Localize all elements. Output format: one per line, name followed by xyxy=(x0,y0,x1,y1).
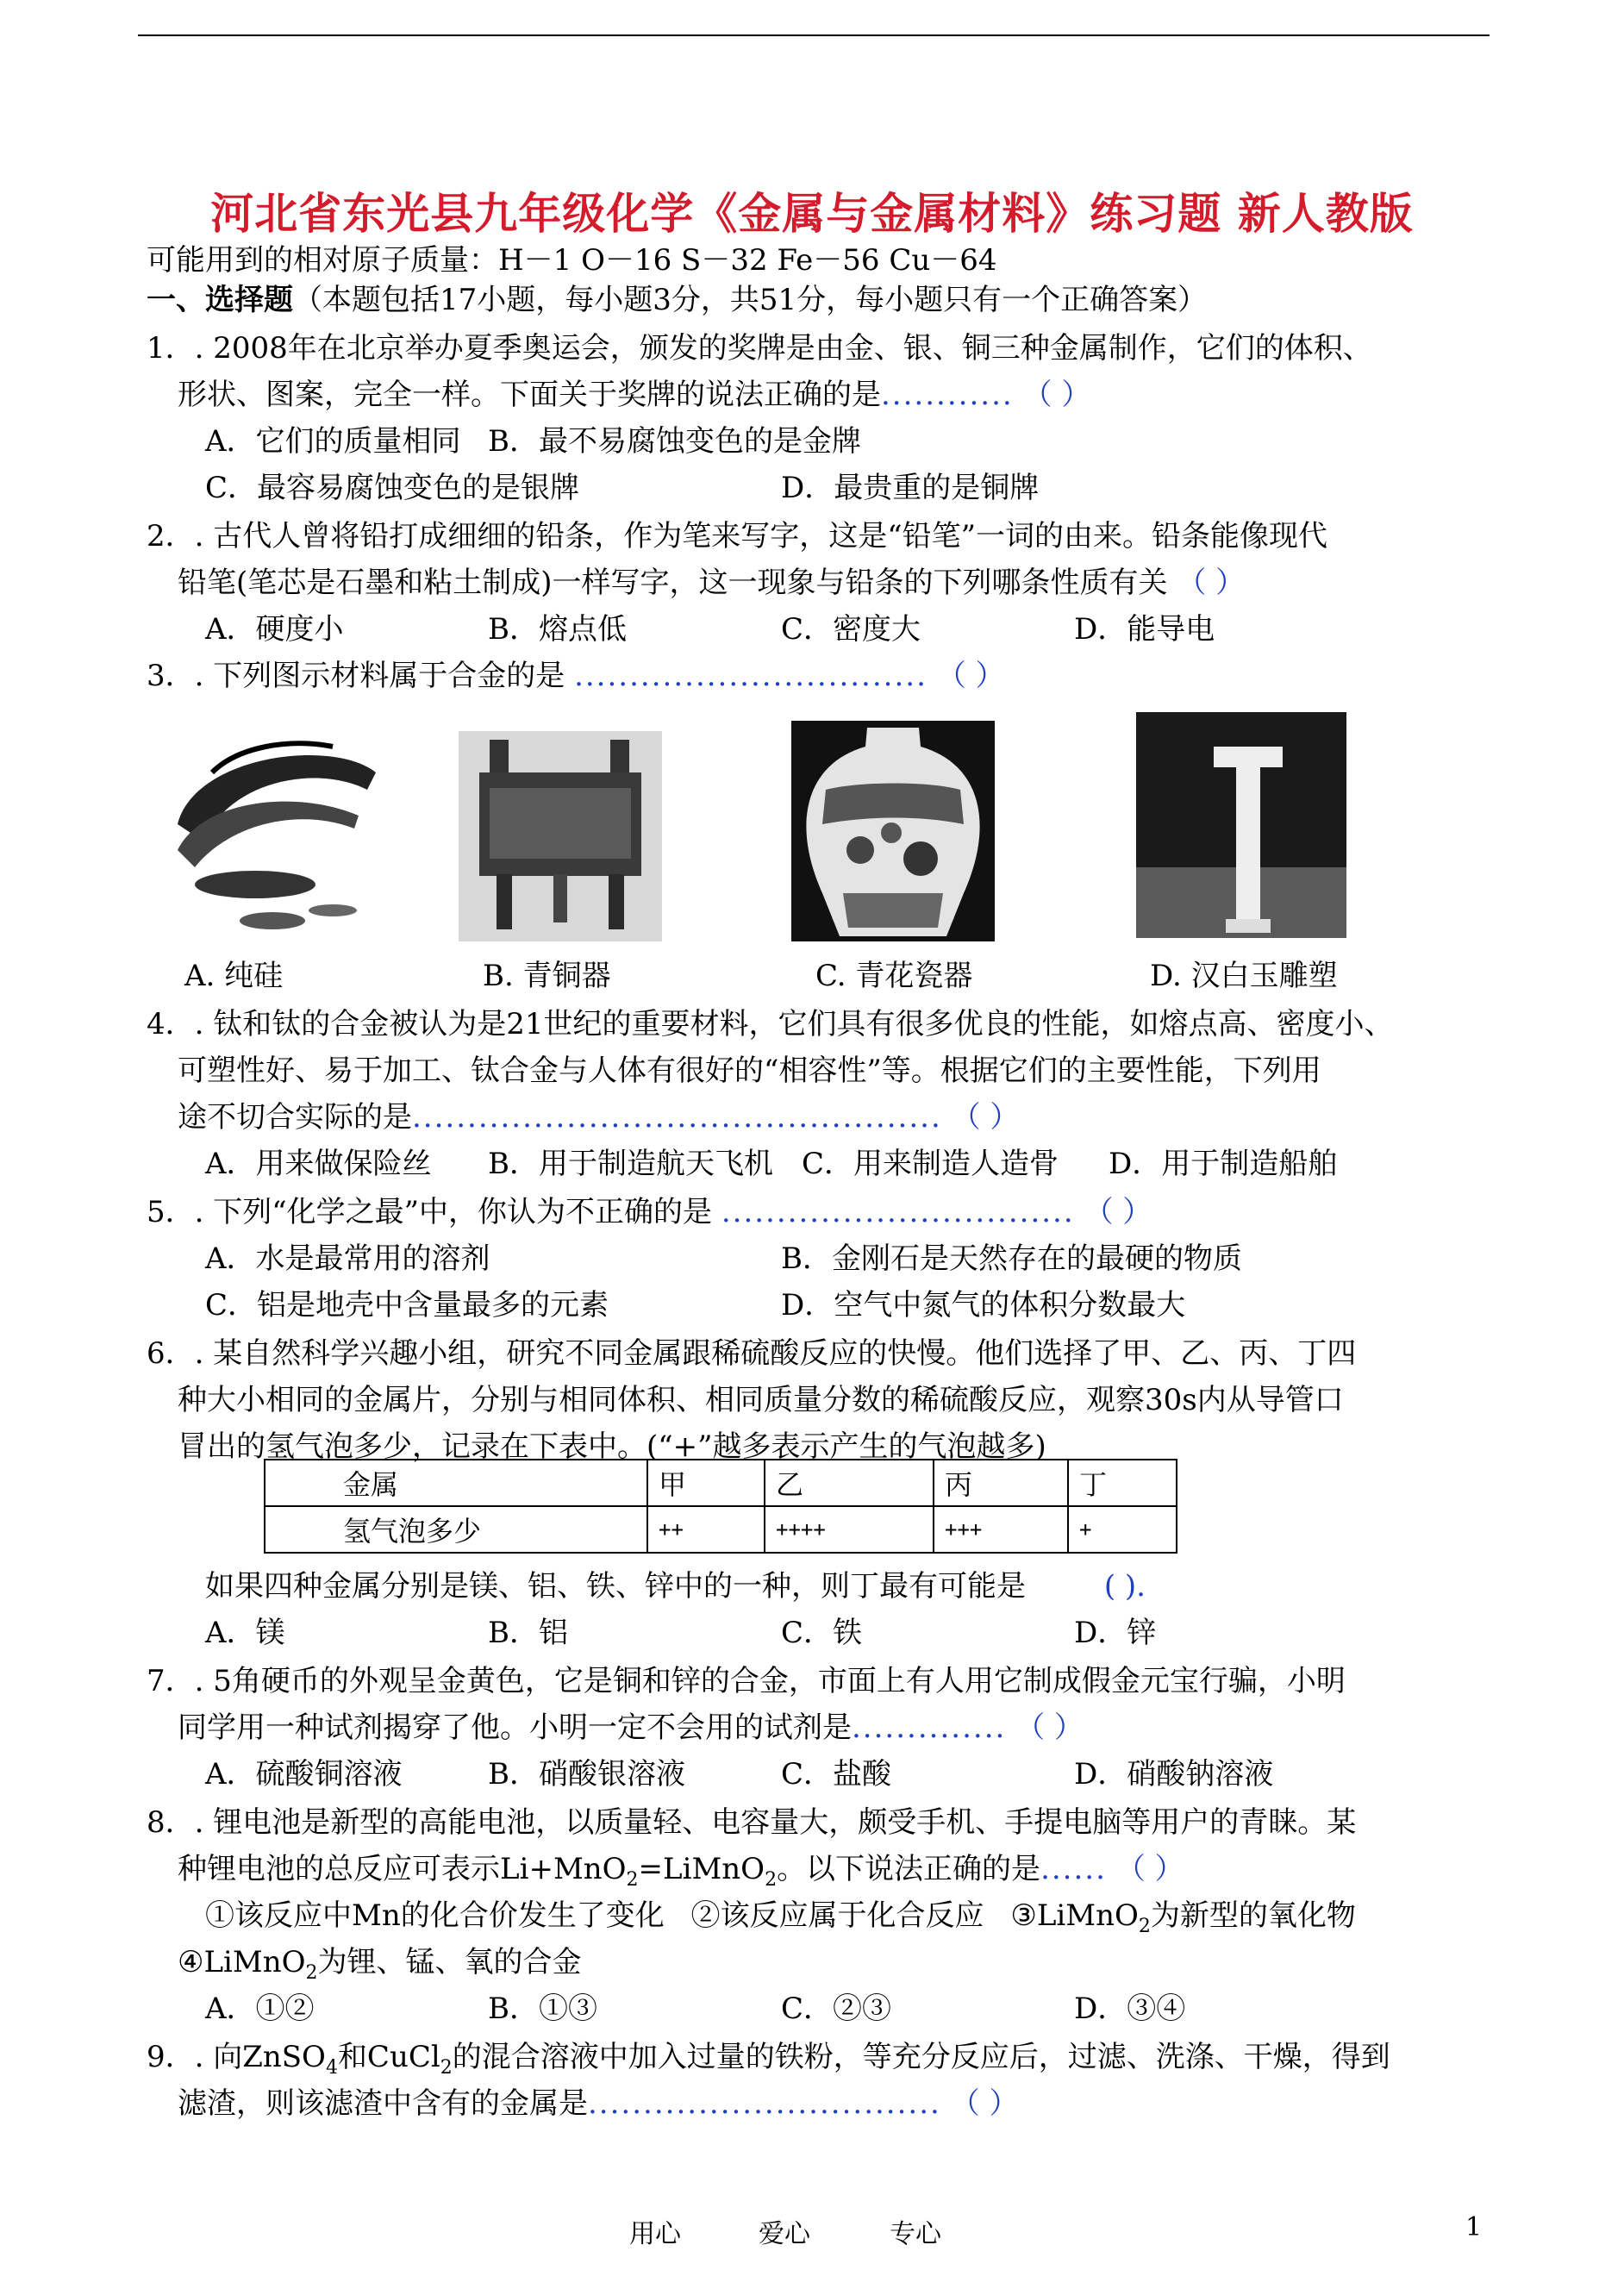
white-marble-sculpture-image xyxy=(1136,712,1346,938)
q6-line3: 冒出的氢气泡多少，记录在下表中。(“+”越多表示产生的气泡越多) xyxy=(178,1429,1046,1464)
q6-answer-blank[interactable]: ( ). xyxy=(1103,1569,1146,1604)
table-header-row xyxy=(265,1460,1177,1506)
q3-caption-c[interactable]: C. 青花瓷器 xyxy=(815,959,973,993)
q6-line2: 种大小相同的金属片，分别与相同体积、相同质量分数的稀硫酸反应，观察30s内从导管口 xyxy=(178,1383,1344,1417)
q2-option-c[interactable]: C．密度大 xyxy=(781,612,921,647)
q4-dots: ................................................ xyxy=(412,1100,942,1135)
q7-line2 xyxy=(178,1709,1084,1747)
q9-line2 xyxy=(178,2085,1018,2123)
q7-line1: 7．. 5角硬币的外观呈金黄色，它是铜和锌的合金，市面上有人用它制成假金元宝行骗，小明 xyxy=(147,1664,1346,1698)
atomic-masses: 可能用到的相对原子质量：H－1 O－16 S－32 Fe－56 Cu－64 xyxy=(147,243,997,278)
q7-dots: .............. xyxy=(852,1710,1007,1745)
page-title: 河北省东光县九年级化学《金属与金属材料》练习题 新人教版 xyxy=(210,188,1414,239)
q1-option-c[interactable]: C．最容易腐蚀变色的是银牌 xyxy=(205,471,580,505)
q3-dots: ................................ xyxy=(574,659,928,693)
table-cell: +++ xyxy=(934,1506,1068,1553)
silicon-image xyxy=(160,721,386,935)
q8-statements-line1 xyxy=(205,1897,1356,1946)
q1-line1: 1．. 2008年在北京举办夏季奥运会，颁发的奖牌是由金、银、铜三种金属制作，它们的体积、 xyxy=(147,331,1372,366)
q7-option-a[interactable]: A．硫酸铜溶液 xyxy=(205,1757,403,1792)
q1-answer-blank[interactable]: （ ） xyxy=(1022,378,1091,412)
q1-option-d[interactable]: D．最贵重的是铜牌 xyxy=(781,471,1040,505)
q1-stem: 形状、图案，完全一样。下面关于奖牌的说法正确的是 xyxy=(178,378,881,412)
q7-stem: 同学用一种试剂揭穿了他。小明一定不会用的试剂是 xyxy=(178,1710,852,1745)
q6-line1: 6．. 某自然科学兴趣小组，研究不同金属跟稀硫酸反应的快慢。他们选择了甲、乙、丙、丁四 xyxy=(147,1336,1357,1371)
q5-dots: ................................ xyxy=(721,1195,1075,1229)
section-note: （本题包括17小题，每小题3分，共51分，每小题只有一个正确答案） xyxy=(293,283,1208,317)
q6-stem: 如果四种金属分别是镁、铝、铁、锌中的一种，则丁最有可能是 xyxy=(205,1569,1026,1604)
q4-option-a[interactable]: A．用来做保险丝 xyxy=(205,1147,432,1181)
table-cell: ++++ xyxy=(765,1506,934,1553)
q1-line2 xyxy=(178,376,1090,414)
section-heading: 一、选择题 xyxy=(147,283,293,317)
table-cell: ++ xyxy=(647,1506,765,1553)
section-heading-line xyxy=(147,281,1207,319)
porcelain-vase-image xyxy=(791,721,995,941)
q6-option-d[interactable]: D．锌 xyxy=(1074,1616,1157,1650)
footer-motto-3: 专心 xyxy=(890,2219,941,2249)
bronze-vessel-image xyxy=(459,731,662,941)
q3-stem: 3．. 下列图示材料属于合金的是 xyxy=(147,659,565,693)
q5-answer-blank[interactable]: （ ） xyxy=(1084,1195,1152,1229)
q7-answer-blank[interactable]: （ ） xyxy=(1015,1710,1084,1745)
table-cell: 金属 xyxy=(265,1460,647,1506)
table-cell: 丁 xyxy=(1068,1460,1177,1506)
q4-option-b[interactable]: B．用于制造航天飞机 xyxy=(488,1147,773,1181)
footer-motto-2: 爱心 xyxy=(759,2219,810,2249)
table-cell: 甲 xyxy=(647,1460,765,1506)
q8-answer-blank[interactable]: （ ） xyxy=(1115,1852,1184,1886)
q4-answer-blank[interactable]: （ ） xyxy=(951,1100,1020,1135)
table-cell: 丙 xyxy=(934,1460,1068,1506)
q4-stem: 途不切合实际的是 xyxy=(178,1100,412,1135)
q2-option-d[interactable]: D．能导电 xyxy=(1074,612,1215,647)
q8-option-a[interactable]: A．①② xyxy=(205,1992,315,2026)
q8-stem-pre: 种锂电池的总反应可表示Li+MnO xyxy=(178,1852,627,1886)
q3-caption-d[interactable]: D. 汉白玉雕塑 xyxy=(1150,959,1338,993)
q8-sub: 2 xyxy=(765,1868,778,1891)
q6-results-table xyxy=(264,1459,1177,1554)
q1-dots: ............ xyxy=(881,378,1014,412)
q3-line1 xyxy=(147,657,1005,695)
q2-option-a[interactable]: A．硬度小 xyxy=(205,612,344,647)
q1-option-a[interactable]: A．它们的质量相同 xyxy=(205,424,461,459)
q6-ask xyxy=(205,1567,1146,1605)
q8-stem-mid: =LiMnO xyxy=(638,1852,765,1886)
q7-option-d[interactable]: D．硝酸钠溶液 xyxy=(1074,1757,1274,1792)
q8-statement-4: ④LiMnO$_2$为锂、锰、氧的合金 xyxy=(178,1945,582,1984)
q9-answer-blank[interactable]: （ ） xyxy=(950,2086,1019,2121)
q9-dots: ................................ xyxy=(588,2086,941,2121)
q2-line2 xyxy=(178,564,1245,602)
q4-option-d[interactable]: D．用于制造船舶 xyxy=(1109,1147,1338,1181)
q6-option-c[interactable]: C．铁 xyxy=(781,1616,863,1650)
q8-line2 xyxy=(178,1850,1184,1899)
footer-motto-1: 用心 xyxy=(629,2219,681,2249)
q8-statement-2: ②该反应属于化合反应 xyxy=(690,1898,984,1933)
q3-caption-a[interactable]: A. 纯硅 xyxy=(184,959,284,993)
q8-statement-1: ①该反应中Mn的化合价发生了变化 xyxy=(205,1898,665,1933)
q5-option-b[interactable]: B．金刚石是天然存在的最硬的物质 xyxy=(781,1241,1242,1276)
q2-line1: 2．. 古代人曾将铅打成细细的铅条，作为笔来写字，这是“铅笔”一词的由来。铅条能像现代 xyxy=(147,519,1328,553)
q7-option-b[interactable]: B．硝酸银溶液 xyxy=(488,1757,685,1792)
q6-option-b[interactable]: B．铝 xyxy=(488,1616,568,1650)
q2-stem: 铅笔(笔芯是石墨和粘土制成)一样写字，这一现象与铅条的下列哪条性质有关 xyxy=(178,566,1168,600)
table-cell: + xyxy=(1068,1506,1177,1553)
q9-stem: 滤渣，则该滤渣中含有的金属是 xyxy=(178,2086,588,2121)
q4-line3 xyxy=(178,1098,1019,1136)
q1-option-b[interactable]: B．最不易腐蚀变色的是金牌 xyxy=(488,424,861,459)
q4-option-c[interactable]: C．用来制造人造骨 xyxy=(802,1147,1059,1181)
q5-line1 xyxy=(147,1193,1152,1231)
q8-line1: 8．. 锂电池是新型的高能电池，以质量轻、电容量大，颇受手机、手提电脑等用户的青睐。某 xyxy=(147,1805,1357,1840)
q6-option-a[interactable]: A．镁 xyxy=(205,1616,285,1650)
q2-answer-blank[interactable]: （ ） xyxy=(1177,566,1246,600)
q3-caption-b[interactable]: B. 青铜器 xyxy=(483,959,611,993)
page-number: 1 xyxy=(1465,2212,1483,2242)
q8-option-c[interactable]: C．②③ xyxy=(781,1992,892,2026)
q3-answer-blank[interactable]: （ ） xyxy=(936,659,1005,693)
q4-line2: 可塑性好、易于加工、钛合金与人体有很好的“相容性”等。根据它们的主要性能，下列用 xyxy=(178,1054,1321,1088)
q5-option-c[interactable]: C．铝是地壳中含量最多的元素 xyxy=(205,1288,609,1323)
q2-option-b[interactable]: B．熔点低 xyxy=(488,612,627,647)
q8-statement-3: ③LiMnO$_2$为新型的氧化物 xyxy=(1010,1898,1356,1937)
q8-option-d[interactable]: D．③④ xyxy=(1074,1992,1186,2026)
table-row xyxy=(265,1506,1177,1553)
q5-option-a[interactable]: A．水是最常用的溶剂 xyxy=(205,1241,490,1276)
q9-line1: 9．. 向ZnSO$_4$和CuCl$_2$的混合溶液中加入过量的铁粉，等充分反应后，过滤、洗涤、干燥，得到 xyxy=(147,2040,1390,2079)
q7-option-c[interactable]: C．盐酸 xyxy=(781,1757,892,1792)
q5-stem: 5．. 下列“化学之最”中，你认为不正确的是 xyxy=(147,1195,713,1229)
q8-sub: 2 xyxy=(626,1868,639,1891)
q8-dots: ...... xyxy=(1040,1852,1107,1886)
q8-option-b[interactable]: B．①③ xyxy=(488,1992,597,2026)
q8-stem-post: 。以下说法正确的是 xyxy=(777,1852,1041,1886)
q4-line1: 4．. 钛和钛的合金被认为是21世纪的重要材料，它们具有很多优良的性能，如熔点高、密度小、 xyxy=(147,1007,1394,1041)
table-cell: 乙 xyxy=(765,1460,934,1506)
header-rule xyxy=(138,34,1490,36)
table-cell: 氢气泡多少 xyxy=(265,1506,647,1553)
q5-option-d[interactable]: D．空气中氮气的体积分数最大 xyxy=(781,1288,1186,1323)
